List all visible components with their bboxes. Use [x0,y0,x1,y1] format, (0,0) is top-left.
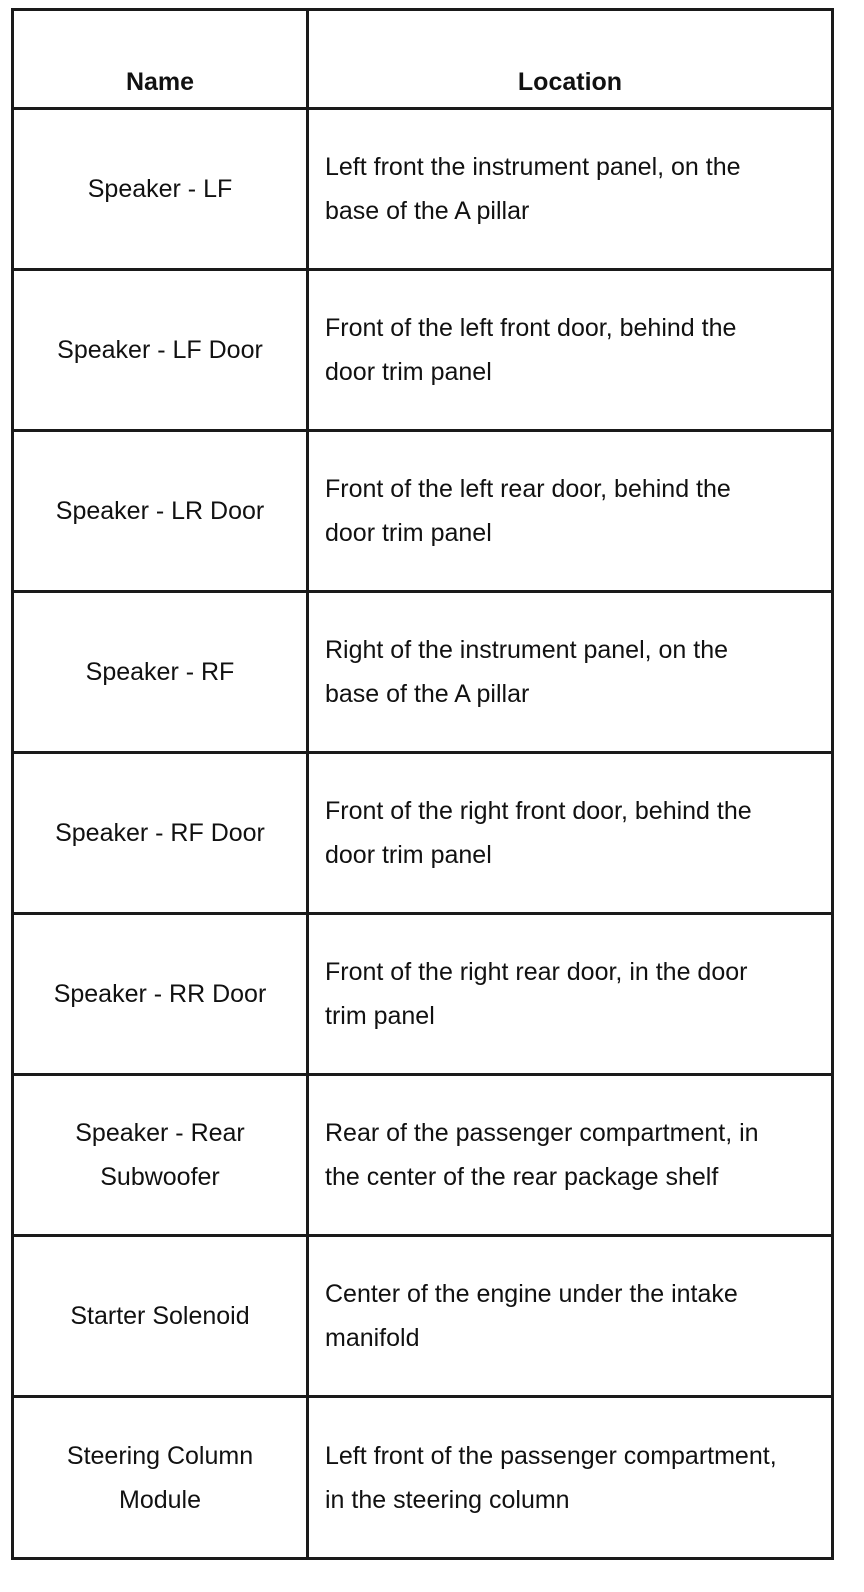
table-header [13,10,833,109]
component-location-cell: Center of the engine under the intake manifold [308,1236,833,1397]
component-name-cell: Speaker - LF Door [13,270,308,431]
component-name-cell: Speaker - LF [13,109,308,270]
component-name-cell: Speaker - LR Door [13,431,308,592]
component-location-cell: Front of the left front door, behind the door trim panel [308,270,833,431]
component-location-cell: Front of the left rear door, behind the door trim panel [308,431,833,592]
table-row [13,270,833,431]
header-row [13,10,833,109]
table-row [13,1075,833,1236]
table-row [13,914,833,1075]
column-header-location: Location [308,10,833,109]
table-body [13,109,833,1559]
table-row [13,753,833,914]
column-header-name: Name [13,10,308,109]
component-location-cell: Front of the right front door, behind the door trim panel [308,753,833,914]
component-name-cell: Starter Solenoid [13,1236,308,1397]
table-row [13,1236,833,1397]
component-location-cell: Rear of the passenger compartment, in the center of the rear package shelf [308,1075,833,1236]
component-location-cell: Left front of the passenger compartment, in the steering column [308,1397,833,1559]
table-row [13,431,833,592]
table-row [13,592,833,753]
component-name-cell: Steering Column Module [13,1397,308,1559]
table-row [13,1397,833,1559]
component-name-cell: Speaker - Rear Subwoofer [13,1075,308,1236]
component-location-cell: Right of the instrument panel, on the base of the A pillar [308,592,833,753]
component-name-cell: Speaker - RF Door [13,753,308,914]
table-row [13,109,833,270]
component-name-cell: Speaker - RR Door [13,914,308,1075]
component-location-table [11,8,834,1560]
component-name-cell: Speaker - RF [13,592,308,753]
component-location-cell: Front of the right rear door, in the door trim panel [308,914,833,1075]
component-location-cell: Left front the instrument panel, on the base of the A pillar [308,109,833,270]
